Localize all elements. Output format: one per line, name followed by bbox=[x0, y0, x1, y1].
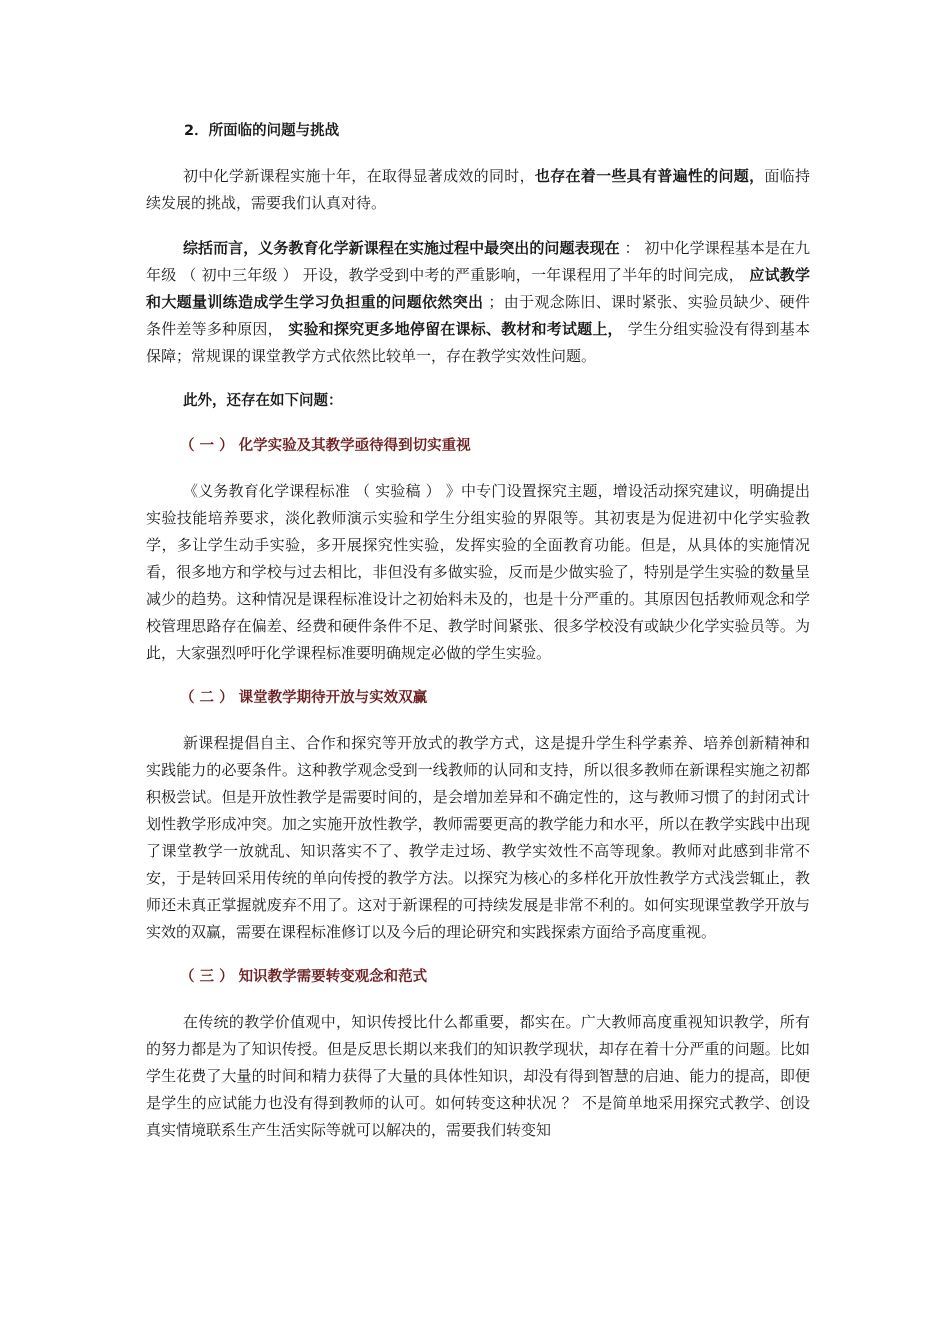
section-heading: 2．所面临的问题与挑战 bbox=[184, 123, 340, 139]
subheading-experiments: （ 一 ） 化学实验及其教学亟待得到切实重视 bbox=[180, 438, 471, 454]
para2-text-1: ： 初中化学课程基本是在九年级 （ 初中三年级 ） 开设，教学受到中考的严重影响，一年课程用了半年的时间完成， bbox=[146, 239, 810, 284]
subheading-knowledge: （ 三 ） 知识教学需要转变观念和范式 bbox=[180, 969, 428, 985]
para2-text-2: ；由于观念陈旧、课时紧张、实验员缺少、硬件条件差等多种原因， bbox=[146, 293, 810, 338]
paragraph-classroom: 新课程提倡自主、合作和探究等开放式的教学方式，这是提升学生科学素养、培养创新精神和实践能力的必要条件。这种教学观念受到一线教师的认同和支持，所以很多教师在新课程实施之初都积极尝试。但是开放性教学是需要时间的，是会增加差异和不确定性的，这与教师习惯了的封闭式计划性教学形成冲突。加之实施开放性教学，教师需要更高的教学能力和水平，所以在教学实践中出现了课堂教学一放就乱、知识落实不了、教学走过场、教学实效性不高等现象。教师对此感到非常不安，于是转回采用传统的单向传授的教学方法。以探究为核心的多样化开放性教学方式浅尝辄止，教师还未真正掌握就废弃不用了。这对于新课程的可持续发展是非常不利的。如何实现课堂教学开放与实效的双赢，需要在课程标准修订以及今后的理论研究和实践探索方面给予高度重视。 bbox=[146, 734, 810, 941]
para2-bold-1: 综括而言，义务教育化学新课程在实施过程中最突出的问题表现在 bbox=[183, 239, 620, 257]
para1-text-1: 初中化学新课程实施十年，在取得显著成效的同时， bbox=[183, 167, 535, 185]
para2-text-3: 学生分组实验没有得到基本保障；常规课的课堂教学方式依然比较单一，存在教学实效性问题。 bbox=[146, 320, 810, 365]
document-body bbox=[146, 118, 810, 1162]
additional-problems-intro: 此外，还存在如下问题： bbox=[183, 393, 343, 409]
paragraph-knowledge: 在传统的教学价值观中，知识传授比什么都重要，都实在。广大教师高度重视知识教学，所有的努力都是为了知识传授。但是反思长期以来我们的知识教学现状，却存在着十分严重的问题。比如学生花费了大量的时间和精力获得了大量的具体性知识，却没有得到智慧的启迪、能力的提高，即便是学生的应试能力也没有得到教师的认可。如何转变这种状况 ？ 不是简单地采用探究式教学、创设真实情境联系生产生活实际等就可以解决的，需要我们转变知 bbox=[146, 1013, 810, 1139]
paragraph-summary bbox=[146, 235, 810, 370]
paragraph-challenges-intro bbox=[146, 163, 810, 217]
para1-text-2: 面临持续发展的挑战，需要我们认真对待。 bbox=[146, 167, 810, 212]
para2-bold-2: 应试教学和大题量训练造成学生学习负担重的问题依然突出 bbox=[146, 266, 810, 311]
paragraph-experiments: 《义务教育化学课程标准 （ 实验稿 ） 》中专门设置探究主题，增设活动探究建议，明确提出实验技能培养要求，淡化教师演示实验和学生分组实验的界限等。其初衷是为促进初中化学实验教学，多让学生动手实验，多开展探究性实验，发挥实验的全面教育功能。但是，从具体的实施情况看，很多地方和学校与过去相比，非但没有多做实验，反而是少做实验了，特别是学生实验的数量呈减少的趋势。这种情况是课程标准设计之初始料未及的，也是十分严重的。其原因包括教师观念和学校管理思路存在偏差、经费和硬件条件不足、教学时间紧张、很多学校没有或缺少化学实验员等。为此，大家强烈呼吁化学课程标准要明确规定必做的学生实验。 bbox=[146, 482, 810, 662]
para1-bold-1: 也存在着一些具有普遍性的问题， bbox=[534, 167, 765, 185]
subheading-classroom: （ 二 ） 课堂教学期待开放与实效双赢 bbox=[180, 690, 428, 706]
para2-bold-3: 实验和探究更多地停留在课标、教材和考试题上， bbox=[282, 320, 623, 338]
